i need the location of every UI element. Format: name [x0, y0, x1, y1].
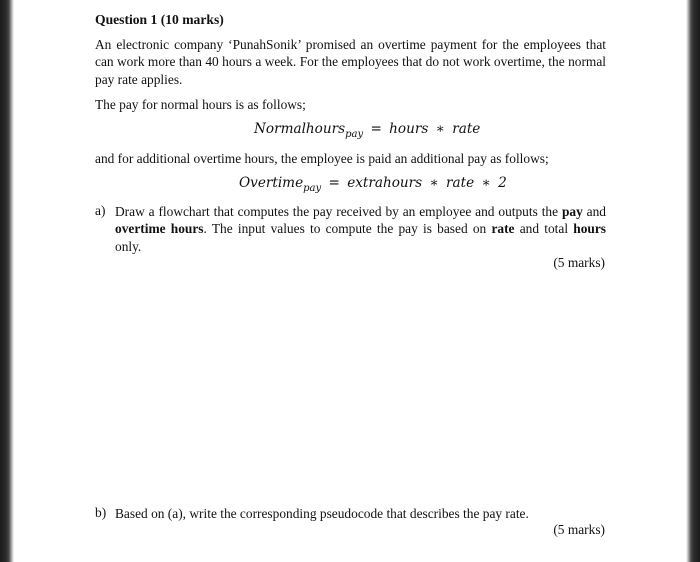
formula-overtime-rhs-b: rate	[446, 175, 475, 191]
question-title: Question 1 (10 marks)	[95, 12, 224, 27]
formula-overtime-eq: =	[328, 175, 340, 191]
part-a-bold-hours: hours	[573, 221, 606, 237]
formula-overtime-lhs: Overtime	[239, 175, 304, 191]
formula-overtime-op2: ∗	[481, 175, 491, 191]
part-b-marks: (5 marks)	[553, 522, 605, 537]
part-a-marks: (5 marks)	[553, 255, 605, 270]
formula-normal-op: ∗	[435, 121, 445, 137]
part-a-bold-pay: pay	[561, 204, 583, 219]
formula-overtime-pay	[239, 175, 507, 194]
part-a-text-3: . The input values to compute the pay is based on	[203, 221, 492, 237]
part-b-label: b)	[95, 505, 107, 520]
page-edge-right	[686, 0, 700, 562]
part-a-text-1: Draw a flowchart that computes the pay received by an employee and outputs the	[115, 204, 562, 219]
formula-normal-pay	[254, 121, 481, 140]
part-a-bold-rate: rate	[491, 221, 515, 237]
normal-pay-intro: The pay for normal hours is as follows;	[95, 97, 306, 112]
formula-overtime-rhs-a: extrahours	[347, 175, 423, 191]
formula-normal-lhs-sub: pay	[345, 129, 364, 140]
formula-normal-eq: =	[370, 121, 382, 137]
page-edge-left	[0, 0, 14, 562]
formula-overtime-op1: ∗	[429, 175, 439, 191]
question-intro: An electronic company ‘PunahSonik’ promised an overtime payment for the employees that can work more than 40 hours a week. For the employees that do not work overtime, the normal pay rate applies.	[95, 37, 606, 87]
formula-normal-lhs: Normalhours	[254, 121, 346, 137]
formula-overtime-lhs-sub: pay	[303, 183, 322, 194]
part-a-bold-overtime-hours: overtime hours	[115, 221, 204, 237]
part-a-text-2: and	[582, 204, 606, 219]
overtime-intro: and for additional overtime hours, the employee is paid an additional pay as follows;	[95, 151, 549, 166]
part-a-text-4: and total	[514, 221, 574, 237]
part-a-text-5: only.	[115, 238, 142, 254]
formula-normal-rhs-a: hours	[389, 121, 429, 137]
part-b-text: Based on (a), write the corresponding pseudocode that describes the pay rate.	[115, 506, 529, 521]
part-a-label: a)	[95, 203, 106, 218]
formula-normal-rhs-b: rate	[452, 121, 481, 137]
part-a-text	[115, 203, 606, 255]
formula-overtime-rhs-c: 2	[498, 175, 507, 191]
